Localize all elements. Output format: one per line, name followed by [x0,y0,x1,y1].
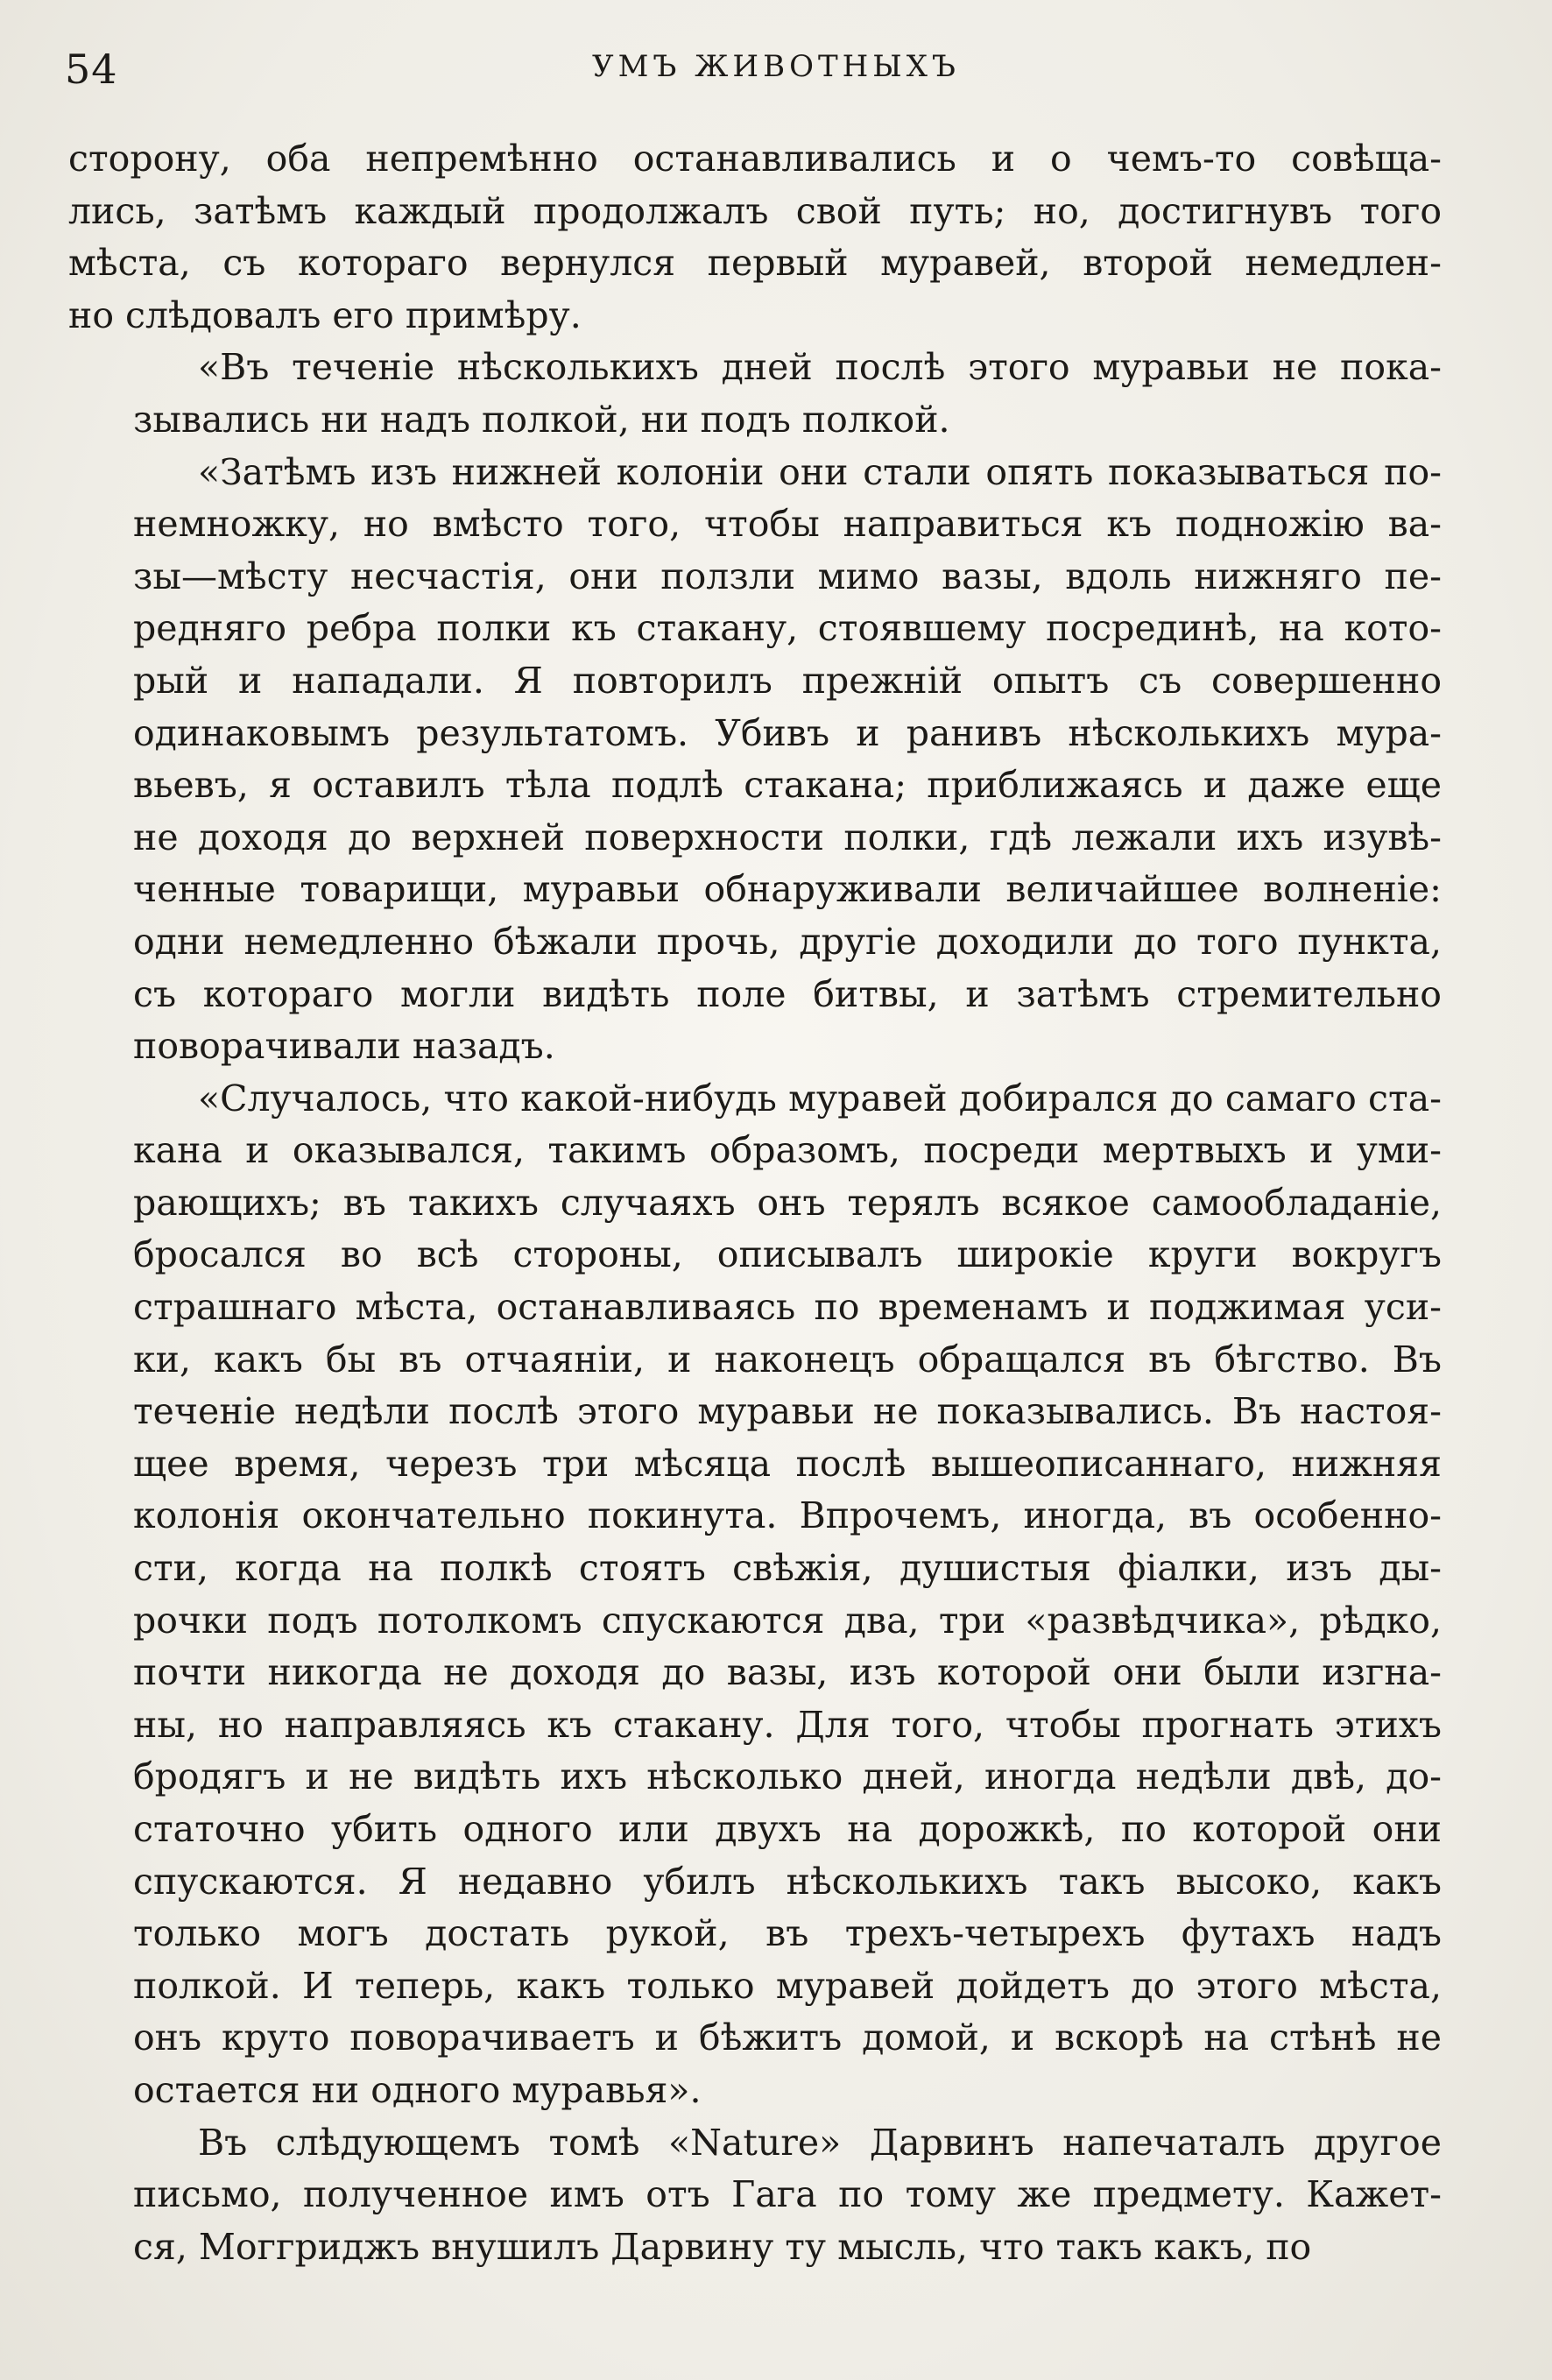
paragraph [68,1073,1442,2117]
text-line: вьевъ, я оставилъ тѣла подлѣ стакана; приближаясь и даже еще [133,764,1442,807]
text-line: сторону, оба непремѣнно останавливались и о чемъ-то совѣща- [68,138,1442,180]
text-line: спускаются. Я недавно убилъ нѣсколькихъ такъ высоко, какъ [133,1860,1442,1903]
text-line: ны, но направляясь къ стакану. Для того, чтобы прогнать этихъ [133,1703,1442,1746]
text-line: щее время, черезъ три мѣсяца послѣ вышеописаннаго, нижняя [133,1442,1442,1485]
text-line: письмо, полученное имъ отъ Гага по тому же предмету. Кажет- [133,2173,1442,2216]
text-line: одинаковымъ результатомъ. Убивъ и ранивъ нѣсколькихъ мура- [133,711,1442,754]
text-line: ся, Моггриджъ внушилъ Дарвину ту мысль, что такъ какъ, по [133,2225,1312,2268]
running-title: УМЪ ЖИВОТНЫХЪ [592,49,960,84]
text-line: ченные товарищи, муравьи обнаруживали величайшее волненіе: [133,868,1442,911]
text-line: лись, затѣмъ каждый продолжалъ свой путь; но, достигнувъ того [68,189,1442,232]
text-line: рающихъ; въ такихъ случаяхъ онъ терялъ всякое самообладаніе, [133,1181,1442,1224]
text-line: остается ни одного муравья». [133,2068,702,2111]
text-line: мѣста, съ котораго вернулся первый муравей, второй немедлен- [68,242,1442,285]
page-number: 54 [65,46,118,93]
text-line: немножку, но вмѣсто того, чтобы направиться къ подножію ва- [133,503,1442,546]
text-line: одни немедленно бѣжали прочь, другіе доходили до того пункта, [133,920,1442,963]
text-line: колонія окончательно покинута. Впрочемъ, иногда, въ особенно- [133,1494,1442,1537]
text-line: но слѣдовалъ его примѣру. [68,293,582,336]
text-line: рый и нападали. Я повторилъ прежній опытъ съ совершенно [133,659,1442,702]
body-text [68,133,1442,2273]
paragraph [68,2117,1442,2274]
text-line: съ котораго могли видѣть поле битвы, и затѣмъ стремительно [133,972,1442,1015]
text-line: кана и оказывался, такимъ образомъ, посреди мертвыхъ и уми- [133,1129,1442,1172]
text-line: Въ слѣдующемъ томѣ «Nature» Дарвинъ напечаталъ другое [198,2121,1442,2164]
text-line: редняго ребра полки къ стакану, стоявшему посрединѣ, на кото- [133,607,1442,650]
text-line: бродягъ и не видѣть ихъ нѣсколько дней, иногда недѣли двѣ, до- [133,1755,1442,1798]
text-line: сти, когда на полкѣ стоятъ свѣжія, душистыя фіалки, изъ ды- [133,1547,1442,1590]
text-line: «Случалось, что какой-нибудь муравей добирался до самаго ста- [198,1077,1442,1119]
paragraph [68,447,1442,1073]
text-line: «Въ теченіе нѣсколькихъ дней послѣ этого муравьи не пока- [198,346,1442,389]
text-line: онъ круто поворачиваетъ и бѣжитъ домой, и вскорѣ на стѣнѣ не [133,2016,1442,2059]
text-line: почти никогда не доходя до вазы, изъ которой они были изгна- [133,1651,1442,1694]
text-line: «Затѣмъ изъ нижней колоніи они стали опять показываться по- [198,450,1442,493]
text-line: поворачивали назадъ. [133,1025,555,1068]
paragraph [68,342,1442,446]
text-line: зывались ни надъ полкой, ни подъ полкой. [133,398,950,441]
text-line: ки, какъ бы въ отчаяніи, и наконецъ обращался въ бѣгство. Въ [133,1338,1442,1381]
text-line: только могъ достать рукой, въ трехъ-четырехъ футахъ надъ [133,1912,1442,1955]
text-line: полкой. И теперь, какъ только муравей дойдетъ до этого мѣста, [133,1964,1442,2007]
text-line: теченіе недѣли послѣ этого муравьи не показывались. Въ настоя- [133,1390,1442,1433]
text-line: не доходя до верхней поверхности полки, гдѣ лежали ихъ изувѣ- [133,816,1442,858]
paragraph [68,133,1442,342]
text-line: рочки подъ потолкомъ спускаются два, три «развѣдчика», рѣдко, [133,1599,1442,1642]
text-line: статочно убить одного или двухъ на дорожкѣ, по которой они [133,1808,1442,1850]
text-line: страшнаго мѣста, останавливаясь по временамъ и поджимая уси- [133,1286,1442,1329]
text-line: зы—мѣсту несчастія, они ползли мимо вазы, вдоль нижняго пе- [133,554,1442,597]
text-line: бросался во всѣ стороны, описывалъ широкіе круги вокругъ [133,1233,1442,1276]
